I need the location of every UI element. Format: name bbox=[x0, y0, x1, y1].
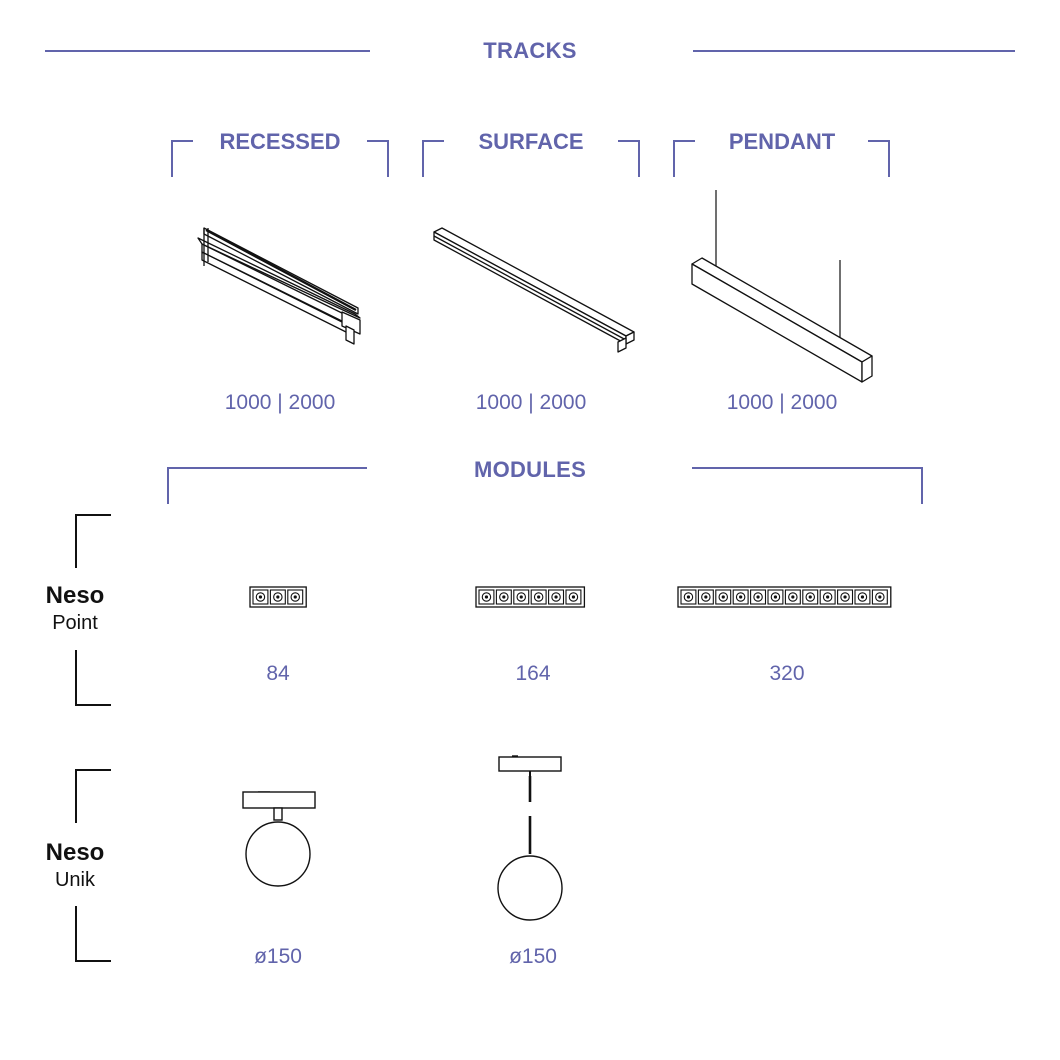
led-dot bbox=[687, 595, 690, 598]
surface-title: SURFACE bbox=[478, 129, 584, 154]
point-164-dimension: 164 bbox=[515, 662, 551, 685]
point-module-84-icon bbox=[249, 586, 307, 608]
led-dot bbox=[791, 595, 794, 598]
led-dot bbox=[485, 595, 488, 598]
recessed-track-icon bbox=[190, 222, 370, 352]
led-dot bbox=[572, 595, 575, 598]
led-dot bbox=[294, 595, 297, 598]
led-dot bbox=[520, 595, 523, 598]
led-dot bbox=[704, 595, 707, 598]
led-dot bbox=[537, 595, 540, 598]
led-dot bbox=[809, 595, 812, 598]
led-dot bbox=[843, 595, 846, 598]
led-dot bbox=[502, 595, 505, 598]
tracks-title: TRACKS bbox=[483, 38, 577, 63]
family-name: Neso bbox=[45, 839, 105, 866]
recessed-title: RECESSED bbox=[219, 129, 341, 154]
pendant-track-icon bbox=[688, 186, 888, 386]
led-dot bbox=[826, 595, 829, 598]
neso-point-label bbox=[20, 581, 130, 636]
globe-pendant-icon bbox=[486, 750, 576, 930]
unik-pendant-dimension: ø150 bbox=[509, 945, 557, 968]
point-module-164-icon bbox=[475, 586, 585, 608]
unik-spot-dimension: ø150 bbox=[254, 945, 302, 968]
point-module-320-icon bbox=[677, 586, 892, 608]
family-variant: Unik bbox=[54, 869, 95, 891]
family-variant: Point bbox=[52, 612, 98, 634]
led-dot bbox=[756, 595, 759, 598]
surface-track-icon bbox=[428, 222, 638, 352]
led-dot bbox=[276, 595, 279, 598]
pendant-dimensions: 1000 | 2000 bbox=[726, 391, 838, 414]
led-dot bbox=[861, 595, 864, 598]
globe-spot-icon bbox=[234, 784, 324, 894]
led-dot bbox=[739, 595, 742, 598]
led-dot bbox=[774, 595, 777, 598]
led-dot bbox=[554, 595, 557, 598]
family-name: Neso bbox=[45, 582, 105, 609]
modules-title: MODULES bbox=[473, 457, 587, 482]
pendant-title: PENDANT bbox=[728, 129, 836, 154]
point-320-dimension: 320 bbox=[769, 662, 805, 685]
led-dot bbox=[722, 595, 725, 598]
recessed-dimensions: 1000 | 2000 bbox=[224, 391, 336, 414]
surface-dimensions: 1000 | 2000 bbox=[475, 391, 587, 414]
neso-unik-label bbox=[20, 838, 130, 893]
tracks-rule-right bbox=[693, 50, 1015, 52]
led-dot bbox=[878, 595, 881, 598]
led-dot bbox=[259, 595, 262, 598]
point-84-dimension: 84 bbox=[266, 662, 290, 685]
tracks-rule-left bbox=[45, 50, 370, 52]
